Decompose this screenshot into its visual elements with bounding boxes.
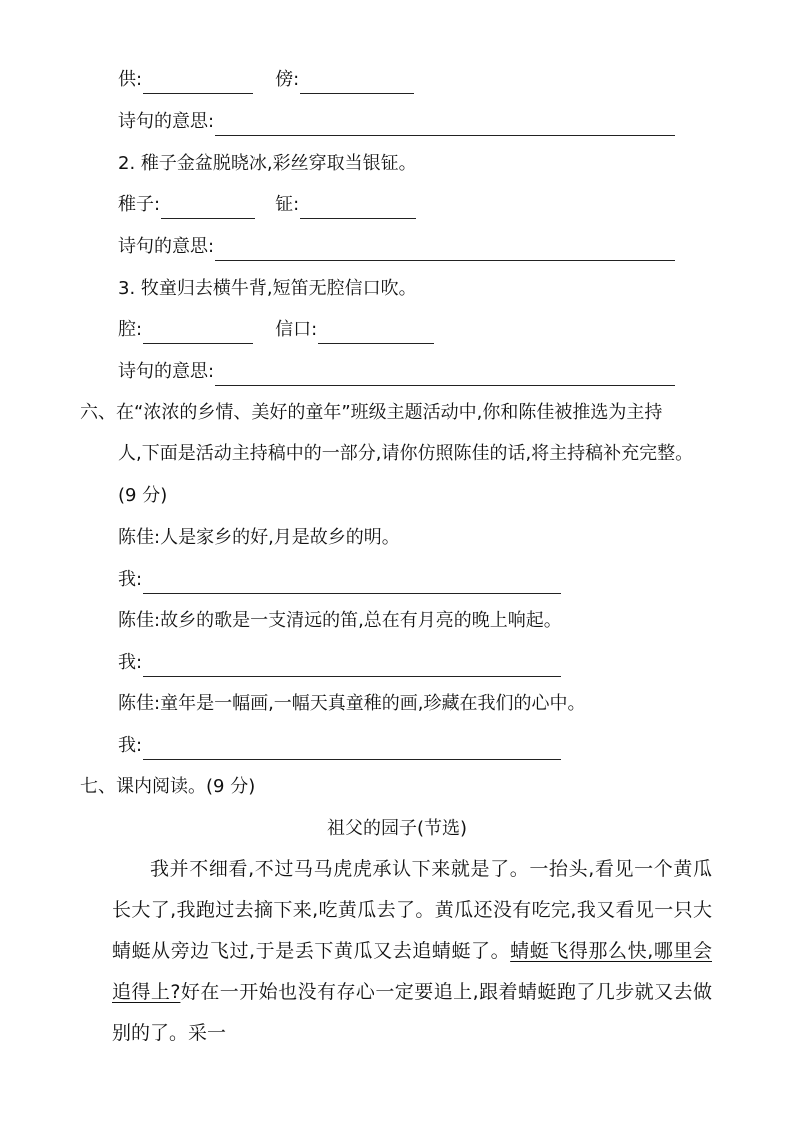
q3-answer-b[interactable] (318, 323, 434, 344)
q2-answer-a[interactable] (161, 198, 255, 219)
q1-label-a: 供: (118, 69, 143, 90)
chen-line-2: 陈佳:故乡的歌是一支清远的笛,总在有月亮的晚上响起。 (118, 610, 562, 631)
my-answer-row-3 (118, 732, 561, 760)
q3-blanks-row (118, 316, 434, 344)
q2-label-b: 钲: (275, 194, 300, 215)
q2-text: 2. 稚子金盆脱晓冰,彩丝穿取当银钲。 (118, 153, 417, 174)
q2-meaning-answer[interactable] (215, 240, 675, 261)
passage-title: 祖父的园子(节选) (326, 818, 468, 839)
passage-underlined-sentence: 蜻蜓飞得那么快,哪里会追得上? (112, 940, 712, 1003)
chen-line-1: 陈佳:人是家乡的好,月是故乡的明。 (118, 527, 400, 548)
section6-points: (9 分) (118, 485, 168, 506)
passage-text-after: 好在一开始也没有存心一定要追上,跟着蜻蜓跑了几步就又去做别的了。采一 (112, 981, 712, 1044)
q3-label-b: 信口: (275, 319, 318, 340)
q1-answer-a[interactable] (143, 73, 253, 94)
q2-answer-b[interactable] (300, 198, 416, 219)
my-answer-row-2 (118, 649, 561, 677)
q1-label-b: 傍: (275, 69, 300, 90)
q3-answer-a[interactable] (143, 323, 253, 344)
q1-meaning-answer[interactable] (215, 115, 675, 136)
section7-heading: 七、课内阅读。(9 分) (80, 776, 256, 797)
chen-line-3: 陈佳:童年是一幅画,一幅天真童稚的画,珍藏在我们的心中。 (118, 693, 586, 714)
q1-blanks-row (118, 66, 414, 94)
my-answer-1[interactable] (143, 573, 561, 594)
q2-meaning-row (118, 233, 675, 261)
section6-heading-line2: 人,下面是活动主持稿中的一部分,请你仿照陈佳的话,将主持稿补充完整。 (118, 443, 694, 464)
section6-heading-line1: 六、在“浓浓的乡情、美好的童年”班级主题活动中,你和陈佳被推选为主持 (80, 402, 663, 423)
me-label: 我: (118, 735, 143, 756)
meaning-label: 诗句的意思: (118, 361, 215, 382)
my-answer-row-1 (118, 566, 561, 594)
q1-meaning-row (118, 108, 675, 136)
passage-paragraph (112, 849, 712, 1054)
q2-label-a: 稚子: (118, 194, 161, 215)
q2-blanks-row (118, 191, 416, 219)
me-label: 我: (118, 569, 143, 590)
me-label: 我: (118, 652, 143, 673)
my-answer-2[interactable] (143, 656, 561, 677)
q3-label-a: 腔: (118, 319, 143, 340)
q1-answer-b[interactable] (300, 73, 414, 94)
q3-meaning-answer[interactable] (215, 365, 675, 386)
meaning-label: 诗句的意思: (118, 236, 215, 257)
passage-text-before: 我并不细看,不过马马虎虎承认下来就是了。一抬头,看见一个黄瓜长大了,我跑过去摘下来,吃黄瓜去了。黄瓜还没有吃完,我又看见一只大蜻蜓从旁边飞过,于是丢下黄瓜又去追蜻蜓了。 (112, 858, 712, 962)
q3-text: 3. 牧童归去横牛背,短笛无腔信口吹。 (118, 278, 417, 299)
my-answer-3[interactable] (143, 739, 561, 760)
meaning-label: 诗句的意思: (118, 111, 215, 132)
q3-meaning-row (118, 358, 675, 386)
